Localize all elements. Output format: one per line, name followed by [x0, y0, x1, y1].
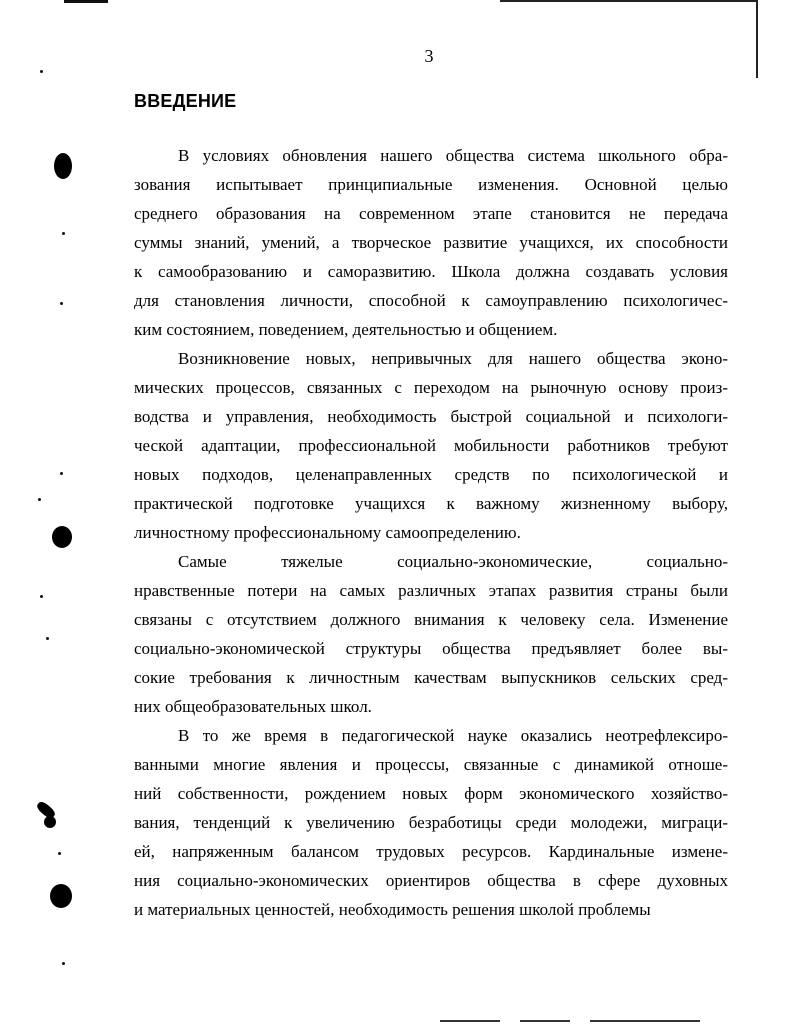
text-line: ванными многие явления и процессы, связанные с динамикой отноше-: [134, 755, 728, 774]
text-line: ким состоянием, поведением, деятельностью и общением.: [134, 320, 558, 339]
text-line: ческой адаптации, профессиональной мобильности работников требуют: [134, 436, 728, 455]
text-line: вания, тенденций к увеличению безработицы среди молодежи, миграци-: [134, 813, 728, 832]
text-line: суммы знаний, умений, а творческое развитие учащихся, их способности: [134, 233, 728, 252]
text-line: водства и управления, необходимость быстрой социальной и психологи-: [134, 407, 728, 426]
text-line: личностному профессиональному самоопределению.: [134, 523, 521, 542]
text-line: ей, напряженным балансом трудовых ресурсов. Кардинальные измене-: [134, 842, 728, 861]
text-line: зования испытывает принципиальные изменения. Основной целью: [134, 175, 728, 194]
scan-speck: [60, 302, 63, 305]
page-number: 3: [424, 46, 434, 66]
scan-speck: [38, 498, 41, 501]
punch-hole-mark: [52, 526, 72, 548]
text-line: к самообразованию и саморазвитию. Школа должна создавать условия: [134, 262, 728, 281]
punch-hole-mark: [54, 153, 72, 179]
scan-speck: [62, 962, 65, 965]
scan-bottom-edge: [520, 1020, 570, 1022]
text-line: В условиях обновления нашего общества система школьного обра-: [178, 146, 728, 165]
text-line: среднего образования на современном этапе становится не передача: [134, 204, 728, 223]
scan-speck: [58, 852, 61, 855]
text-line: для становления личности, способной к самоуправлению психологичес-: [134, 291, 728, 310]
scan-smudge: [44, 816, 56, 828]
scan-speck: [46, 637, 49, 640]
section-heading: ВВЕДЕНИЕ: [134, 91, 237, 111]
text-line: нравственные потери на самых различных этапах развития страны были: [134, 581, 728, 600]
paragraph: [134, 721, 728, 924]
scan-bottom-edge: [440, 1020, 500, 1022]
text-line: Возникновение новых, непривычных для нашего общества эконо-: [178, 349, 728, 368]
text-line: сокие требования к личностным качествам выпускников сельских сред-: [134, 668, 728, 687]
scan-speck: [62, 232, 65, 235]
text-line: ния социально-экономических ориентиров общества в сфере духовных: [134, 871, 728, 890]
text-line: связаны с отсутствием должного внимания к человеку села. Изменение: [134, 610, 728, 629]
text-line: новых подходов, целенаправленных средств по психологической и: [134, 465, 728, 484]
scan-speck: [40, 595, 43, 598]
text-line: практической подготовке учащихся к важному жизненному выбору,: [134, 494, 728, 513]
body-text: [134, 141, 728, 924]
scan-border-mark: [64, 0, 108, 3]
paragraph: [134, 344, 728, 547]
scan-speck: [40, 70, 43, 73]
text-line: мических процессов, связанных с переходом на рыночную основу произ-: [134, 378, 728, 397]
scan-speck: [60, 472, 63, 475]
text-line: и материальных ценностей, необходимость решения школой проблемы: [134, 900, 651, 919]
scan-frame-top: [500, 0, 756, 2]
scan-bottom-edge: [590, 1020, 700, 1022]
text-line: социально-экономической структуры общества предъявляет более вы-: [134, 639, 728, 658]
text-line: ний собственности, рождением новых форм экономического хозяйство-: [134, 784, 728, 803]
paragraph: [134, 547, 728, 721]
text-line: Самые тяжелые социально-экономические, социально-: [178, 552, 728, 571]
punch-hole-mark: [50, 884, 72, 908]
text-line: них общеобразовательных школ.: [134, 697, 372, 716]
text-line: В то же время в педагогической науке оказались неотрефлексиро-: [178, 726, 728, 745]
paragraph: [134, 141, 728, 344]
